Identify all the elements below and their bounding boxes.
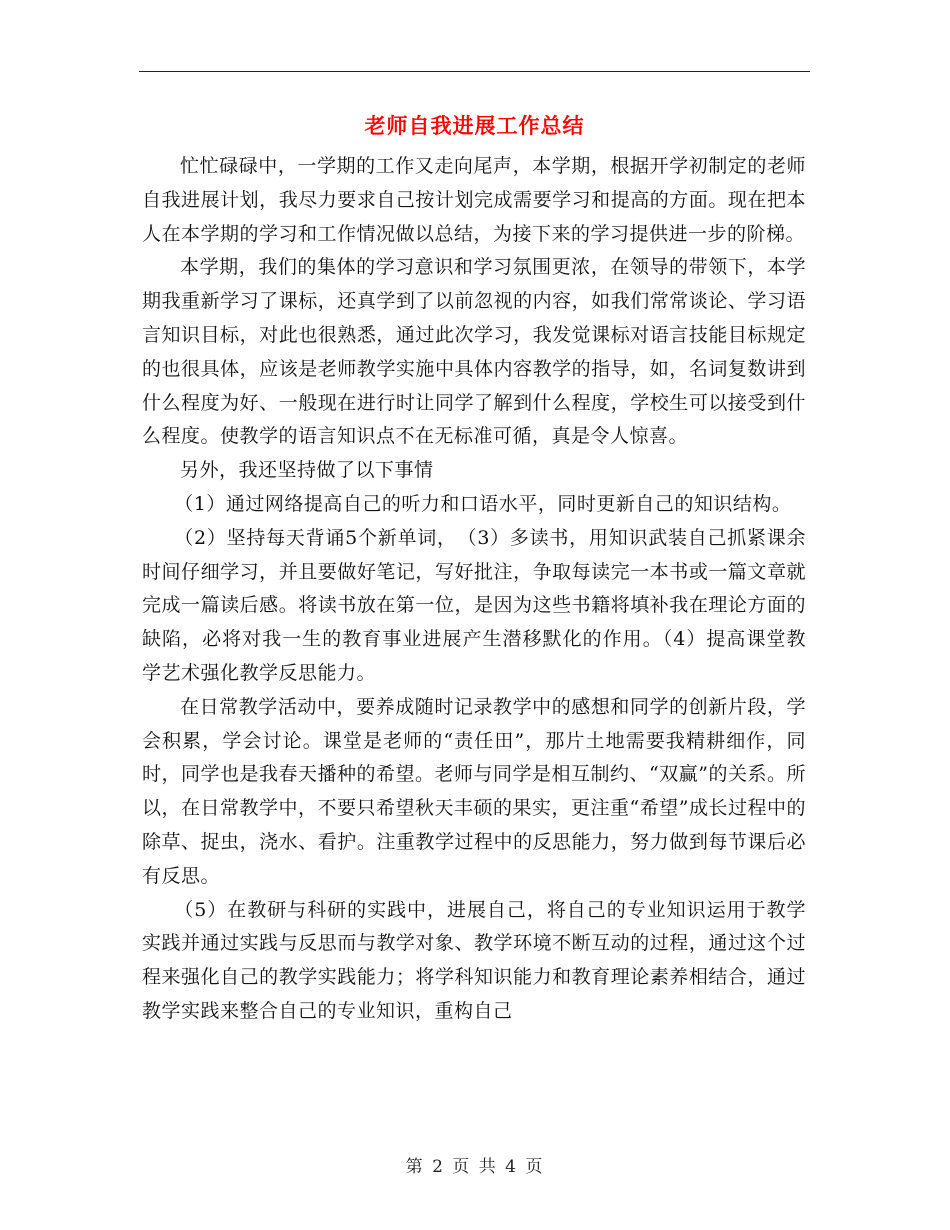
- paragraph-also: 另外，我还坚持做了以下事情: [180, 459, 434, 482]
- document-body: [142, 150, 806, 1029]
- paragraph-daily-teaching: 在日常教学活动中，要养成随时记录教学中的感想和同学的创新片段，学会积累，学会讨论。课堂是老师的“责任田”，那片土地需要我精耕细作，同时，同学也是我春天播种的希望。老师与同学是相互制约、“双赢”的关系。所以，在日常教学中，不要只希望秋天丰硕的果实，更注重“希望”成长过程中的除草、捉虫，浇水、看护。注重教学过程中的反思能力，努力做到每节课后必有反思。: [142, 695, 806, 887]
- header-rule: [139, 71, 810, 72]
- paragraph-item-1: （1）通过网络提高自己的听力和口语水平，同时更新自己的知识结构。: [174, 492, 792, 515]
- paragraph-item-5: （5）在教研与科研的实践中，进展自己，将自己的专业知识运用于教学实践并通过实践与反思而与教学对象、教学环境不断互动的过程，通过这个过程来强化自己的教学实践能力；将学科知识能力和教育理论素养相结合，通过教学实践来整合自己的专业知识，重构自己: [142, 898, 806, 1022]
- document-title: 老师自我进展工作总结: [364, 113, 585, 138]
- page-footer: 第 2 页 共 4 页: [405, 1157, 545, 1177]
- paragraph-intro: 忙忙碌碌中，一学期的工作又走向尾声，本学期，根据开学初制定的老师自我进展计划，我尽力要求自己按计划完成需要学习和提高的方面。现在把本人在本学期的学习和工作情况做以总结，为接下来的学习提供进一步的阶梯。: [142, 155, 806, 245]
- paragraph-curriculum: 本学期，我们的集体的学习意识和学习氛围更浓，在领导的带领下，本学期我重新学习了课标，还真学到了以前忽视的内容，如我们常常谈论、学习语言知识目标，对此也很熟悉，通过此次学习，我发觉课标对语言技能目标规定的也很具体，应该是老师教学实施中具体内容教学的指导，如，名词复数讲到什么程度为好、一般现在进行时让同学了解到什么程度，学校生可以接受到什么程度。使教学的语言知识点不在无标准可循，真是令人惊喜。: [142, 256, 806, 448]
- paragraph-item-2-4: （2）坚持每天背诵5个新单词， （3）多读书，用知识武装自己抓紧课余时间仔细学习，并且要做好笔记，写好批注，争取每读完一本书或一篇文章就完成一篇读后感。将读书放在第一位，是因为这些书籍将填补我在理论方面的缺陷，必将对我一生的教育事业进展产生潜移默化的作用。（4）提高课堂教学艺术强化教学反思能力。: [142, 526, 806, 684]
